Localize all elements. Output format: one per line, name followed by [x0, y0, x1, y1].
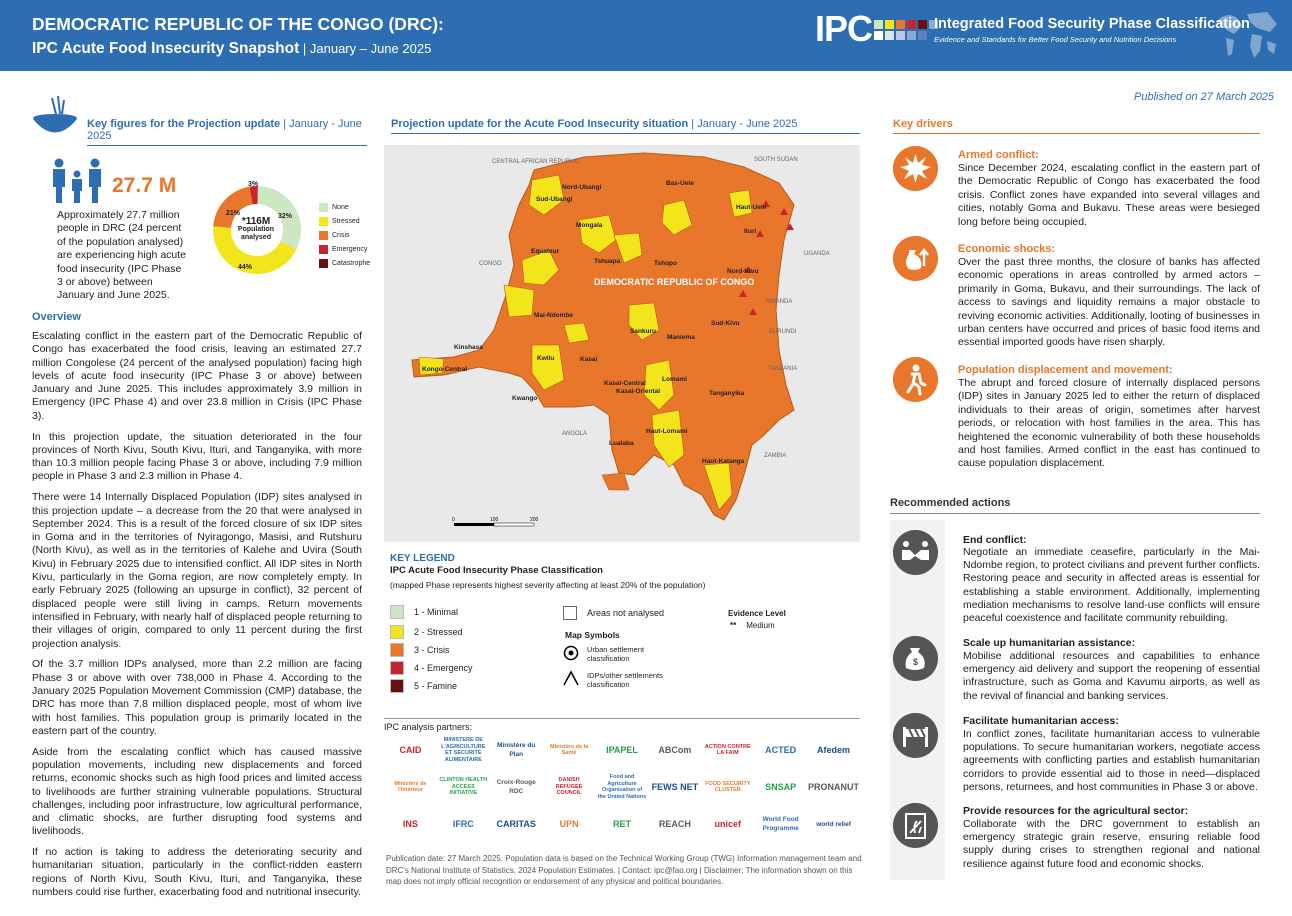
donut-label-emergency: 3% [248, 181, 259, 188]
map-canvas [384, 145, 860, 542]
recommendation-title: Facilitate humanitarian access: [963, 715, 1119, 727]
svg-text:Haut-Uele: Haut-Uele [736, 204, 767, 211]
partner-logo: RET [612, 818, 631, 829]
legend-not-analysed: Areas not analysed [563, 606, 664, 620]
recommended-actions-heading: Recommended actions [890, 497, 1260, 514]
recommendation-title: Scale up humanitarian assistance: [963, 637, 1136, 649]
org-tagline: Evidence and Standards for Better Food Security and Nutrition Decisions [934, 35, 1177, 44]
svg-text:Tanganyika: Tanganyika [709, 390, 745, 397]
partner-logo: Ministère du Plan [497, 742, 536, 758]
svg-text:100: 100 [490, 517, 499, 523]
svg-text:Bas-Uele: Bas-Uele [666, 180, 694, 187]
neighbor-label: RWANDA [766, 299, 793, 305]
partner-logo: MINISTERE DE L'AGRICULTURE ET SECURITE ALIMENTAIRE [441, 737, 486, 763]
partner-logo: CLINTON HEALTH ACCESS INITIATIVE [439, 777, 488, 797]
partner-logo: Food and Agriculture Organization of the United Nations [597, 774, 647, 800]
key-figures-heading: Key figures for the Projection update | January - June 2025 [87, 118, 367, 146]
partner-logo: Ministère de la Santé [549, 743, 589, 756]
partners-heading: IPC analysis partners: [384, 722, 473, 732]
partner-logo: Ministère de l'Intérieur [394, 780, 427, 793]
money-bag-icon [893, 236, 938, 281]
donut-label-none: 32% [278, 213, 293, 220]
svg-text:Kasai-Central: Kasai-Central [604, 380, 646, 387]
legend-item: Catastrophe [319, 256, 370, 270]
neighbor-label: ZAMBIA [764, 453, 787, 459]
driver-text: Since December 2024, escalating conflict in the eastern part of the Democratic Republic of Congo has exacerbated the food crisis. Conflict zones have expanded into several villages and cities, notably Goma and Bukavu. These areas were besieged long before being occupied. [958, 162, 1260, 228]
recommendation-title: End conflict: [963, 534, 1027, 546]
barrier-icon [893, 713, 938, 758]
legend-item: Stressed [319, 214, 370, 228]
svg-text:Lomami: Lomami [662, 376, 687, 383]
recommendation-text: Collaborate with the DRC government to establish an emergency strategic grain reserve, ensuring reliable food supply during crises to strengthen regional and national resilience against future food and economic shocks. [963, 818, 1260, 870]
legend-phase-1: 1 - Minimal [390, 605, 458, 619]
donut-label-stressed: 44% [238, 264, 253, 271]
driver-title: Economic shocks: [958, 243, 1056, 255]
svg-text:Kasai-Oriental: Kasai-Oriental [616, 388, 661, 395]
svg-text:Haut-Katanga: Haut-Katanga [702, 458, 745, 465]
neighbor-label: ANGOLA [562, 431, 588, 437]
partner-logo: INS [402, 818, 418, 829]
partner-logos [386, 734, 862, 844]
svg-text:Lualaba: Lualaba [609, 440, 634, 447]
key-drivers-heading: Key drivers [893, 118, 1260, 134]
partner-logo: SNSAP [765, 781, 797, 792]
svg-text:Maniema: Maniema [667, 334, 695, 341]
partner-logo: UPN [559, 818, 579, 829]
svg-text:Tshuapa: Tshuapa [594, 258, 621, 265]
svg-text:Kongo-Central: Kongo-Central [422, 366, 468, 373]
driver-text: The abrupt and forced closure of internally displaced persons (IDP) sites in January 2025 led to either the return of displaced individuals to their areas of origin, sometimes after harvest periods, or relocation with host families in the area. This has heightened the economic vulnerability of both these households and host families. Armed conflict in the east has continued to cause population displacement. [958, 377, 1260, 470]
svg-text:Haut-Lomami: Haut-Lomami [646, 428, 688, 435]
neighbor-label: SOUTH SUDAN [754, 157, 798, 163]
partner-logo: IPAPEL [606, 744, 638, 755]
neighbor-label: UGANDA [804, 251, 830, 257]
svg-text:0: 0 [452, 517, 455, 523]
world-map-icon [1212, 6, 1282, 64]
partner-logo: unicef [714, 818, 742, 829]
svg-text:Mongala: Mongala [576, 222, 603, 229]
partners-divider [384, 718, 860, 719]
ipc-logo: IPC [815, 8, 873, 49]
recommendation-text: Negotiate an immediate ceasefire, particularly in the Mai-Ndombe region, to protect civilians and prevent further conflicts. Restoring peace and security in affected areas is essential for establishing a stable environment. Additionally, implementing mediation mechanisms to resolve land-use conflicts will ensure peaceful coexistence and facilitate community rebuilding. [963, 546, 1260, 625]
key-figure-description: Approximately 27.7 million people in DRC (24 percent of the population analysed) are experiencing high acute food insecurity (IPC Phase 3 or above) between January and June 2025. [57, 209, 187, 302]
partner-logo: world relief [816, 820, 851, 828]
partner-logo: IFRC [452, 818, 474, 829]
partner-logo: FOOD SECURITY CLUSTER [705, 780, 751, 793]
page-subtitle: IPC Acute Food Insecurity Snapshot | January – June 2025 [32, 40, 432, 57]
map-heading: Projection update for the Acute Food Insecurity situation | January - June 2025 [391, 118, 860, 134]
neighbor-label: CENTRAL AFRICAN REPUBLIC [492, 159, 580, 165]
svg-text:$: $ [913, 657, 919, 667]
header-banner [0, 0, 1292, 71]
partner-logo: CAID [399, 744, 422, 755]
donut-center: *116M Population analysed [237, 216, 275, 241]
svg-text:Sankuru: Sankuru [630, 328, 657, 335]
svg-text:Tshopo: Tshopo [654, 260, 677, 267]
explosion-icon [893, 146, 938, 191]
svg-text:Sud-Kivu: Sud-Kivu [711, 320, 740, 327]
bowl-icon [30, 94, 80, 140]
org-name: Integrated Food Security Phase Classification [934, 16, 1250, 32]
displacement-icon [893, 357, 938, 402]
neighbor-label: BURUNDI [769, 329, 797, 335]
aid-bag-icon [893, 636, 938, 681]
legend-phase-2: 2 - Stressed [390, 625, 463, 639]
idp-settlement-icon [562, 670, 580, 686]
partner-logo: ACTED [765, 744, 797, 755]
legend-item: Crisis [319, 228, 370, 242]
svg-text:Sud-Ubangi: Sud-Ubangi [536, 196, 573, 203]
recommendation-text: Mobilise additional resources and capabilities to enhance emergency aid delivery and support the reopening of essential infrastructure, such as Goma and Kavumu airports, as well as the revival of financial and banking services. [963, 650, 1260, 702]
overview-heading: Overview [32, 311, 81, 323]
legend-item: Emergency [319, 242, 370, 256]
driver-text: Over the past three months, the closure of banks has affected economic operations in areas controlled by armed actors – primarily in Goma, Bukavu, and their surroundings. The lack of access to savings and liquidity remains a major obstacle to reviving economic activities. Additionally, looting of businesses in urban centers have occurred and prices of basic food items and essential imported goods have risen sharply. [958, 256, 1260, 349]
country-label: DEMOCRATIC REPUBLIC OF CONGO [594, 277, 755, 287]
neighbor-label: TANZANIA [768, 366, 798, 372]
big-number: 27.7 M [112, 174, 177, 197]
legend-item: None [319, 200, 370, 214]
footnote: Publication date: 27 March 2025. Population data is based on the Technical Working Group (TWG) Information management team and DRC's National Institute of Statistics, 2024 Population Estimates. | Contact: ipc@fao.org | Disclaimer: The information shown on this map does not imply official recognition or endorsement of any physical and political boundaries. [386, 854, 862, 886]
partner-logo: PRONANUT [808, 781, 860, 792]
legend-phase-5: 5 - Famine [390, 679, 457, 693]
recommendation-title: Provide resources for the agricultural sector: [963, 805, 1189, 817]
svg-text:Nord-Kivu: Nord-Kivu [727, 268, 759, 275]
published-date: Published on 27 March 2025 [1134, 91, 1275, 103]
agriculture-icon [893, 803, 938, 848]
family-icon [50, 158, 106, 204]
partner-logo: ABCom [658, 744, 692, 755]
svg-text:Ituri: Ituri [744, 228, 757, 235]
ipc-logo-tiles [874, 20, 938, 40]
legend-phase-4: 4 - Emergency [390, 661, 473, 675]
page-title: DEMOCRATIC REPUBLIC OF THE CONGO (DRC): [32, 14, 444, 34]
svg-text:Kinshasa: Kinshasa [454, 344, 483, 351]
urban-settlement-icon [563, 645, 579, 661]
svg-text:Kasai: Kasai [580, 356, 598, 363]
partner-logo: DANISH REFUGEE COUNCIL [555, 777, 583, 797]
partner-logo: Croix-Rouge RDC [496, 779, 536, 795]
svg-text:Mai-Ndombe: Mai-Ndombe [534, 312, 573, 319]
recommendation-text: In conflict zones, facilitate humanitarian access to vulnerable populations. To secure humanitarian workers, negotiate access agreements with conflicting parties and establish humanitarian corridors to provide essential aid to those in need—displaced persons, returnees, and host communities in Phase 3 or above. [963, 728, 1260, 793]
driver-title: Population displacement and movement: [958, 364, 1173, 376]
partner-logo: CARITAS [496, 818, 536, 829]
donut-label-crisis: 21% [226, 210, 241, 217]
driver-title: Armed conflict: [958, 149, 1039, 161]
partner-logo: ACTION CONTRE LA FAIM [704, 743, 751, 756]
svg-text:Equateur: Equateur [531, 248, 560, 255]
neighbor-label: CONGO [479, 261, 502, 267]
overview-text: Escalating conflict in the eastern part of the Democratic Republic of Congo has exacerbated the food crisis, leaving an estimated 27.7 million Congolese (24 percent of the analysed population) facing high levels of acute food insecurity (IPC Phase 3 or above) between January and June 2025. This includes approximately 3.9 million in Emergency (IPC Phase 4) and over 23.8 million in Crisis (IPC Phase 3). In this projection update, the situation deteriorated in the four provinces of North Kivu, South Kivu, Ituri, and Tanganyika, with more than 10.3 million people facing Phase 3 or above, including 7.9 million people in Phase 3 and 2.3 million in Phase 4. There were 14 Internally Displaced Population (IDP) sites analysed in this projection update – a decrease from the 20 that were analysed in September 2024. This is a result of the forced closure of six IDP sites in Goma and in the territories of Nyiragongo, Masisi, and Rutshuru (North Kivu), as well as in the territories of Kalehe and Uvira (South Kivu) in February 2025 due to intensified conflict. All IDP sites in North Kivu, particularly in the Goma region, are now completely empty. In early February 2025 (following an upsurge in conflict), 32 percent of displaced people were still living in camps. Return movements intensified in February, with nearly half of displaced people returning to their villages of origin, compared to only 11 percent during the first projection analysis. Of the 3.7 million IDPs analysed, more than 2.2 million are facing Phase 3 or above with over 738,000 in Phase 4. According to the January 2025 Population Movement Commission (CMP) database, the DRC has more than 7.8 million displaced people, most of whom live with host families. This population group is primarily located in the eastern part of the country. Aside from the escalating conflict which has caused massive population movements, including new displacements and forced returns, economic shocks such as high food prices and limited access to livelihoods are further straining vulnerable populations. Structural challenges, including poor infrastructure, low agricultural performance, and climatic shocks, are further disrupting food systems and livelihoods. If no action is taking to address the deteriorating security and humanitarian situation, particularly in the conflict-ridden eastern regions of North Kivu, South Kivu, Ituri, and Tanganyika, these numbers could rise further, exacerbating food and nutritional insecurity. [32, 330, 362, 899]
partner-logo: Afedem [817, 744, 851, 755]
svg-text:Kwilu: Kwilu [537, 355, 555, 362]
partner-logo: World Food Programme [762, 816, 799, 832]
svg-text:Kwango: Kwango [512, 395, 538, 402]
legend-phase-3: 3 - Crisis [390, 643, 450, 657]
donut-legend [319, 200, 370, 270]
svg-text:Nord-Ubangi: Nord-Ubangi [562, 184, 602, 191]
svg-text:200: 200 [530, 517, 539, 523]
handshake-icon [893, 530, 938, 575]
partner-logo: REACH [658, 818, 691, 829]
drc-map [384, 145, 860, 542]
partner-logo: FEWS NET [651, 781, 699, 792]
